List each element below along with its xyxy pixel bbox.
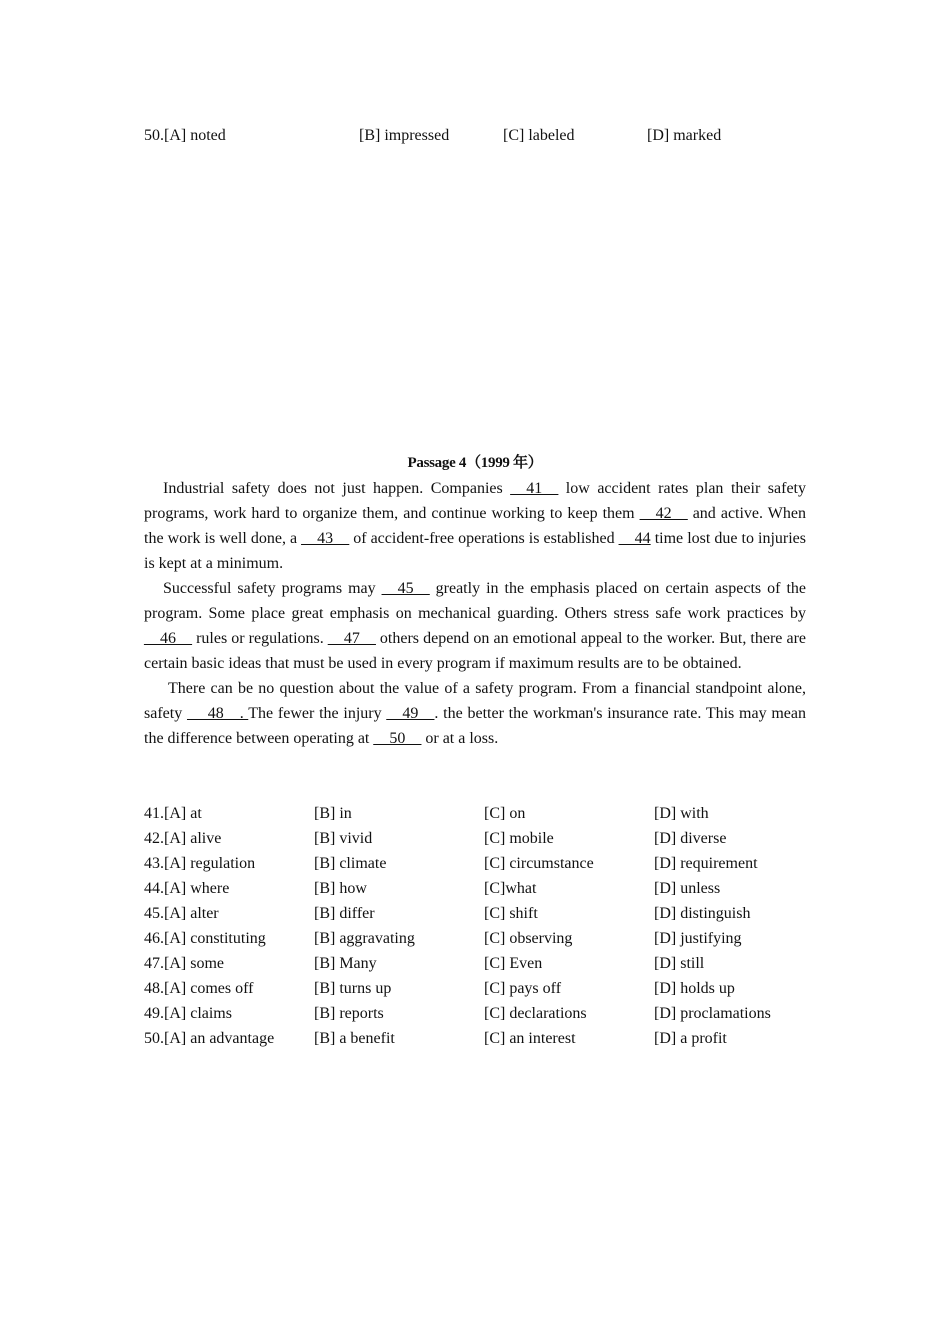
option-b: [B] aggravating <box>314 930 415 947</box>
blank-42: __42__ <box>639 505 688 522</box>
passage-title: Passage 4（1999 年） <box>407 455 543 471</box>
text: time lost due to injuries is kept at a minimum. <box>144 530 806 572</box>
option-row <box>144 901 806 926</box>
option-b: [B] Many <box>314 955 377 972</box>
text: . the better the workman's insurance rate. This may mean the difference between operating at <box>144 705 807 747</box>
blank-45: __45__ <box>381 580 430 597</box>
option-b: [B] a benefit <box>314 1030 395 1047</box>
text: rules or regulations. <box>192 630 328 647</box>
blank-44: __44 <box>618 530 651 547</box>
prev-question-number: 50. <box>144 127 164 144</box>
option-d: [D] distinguish <box>654 905 751 922</box>
option-b: [B] turns up <box>314 980 392 997</box>
blank-49: __49__ <box>386 705 435 722</box>
blank-41: __41__ <box>510 480 559 497</box>
option-row <box>144 926 806 951</box>
option-row <box>144 976 806 1001</box>
option-a: 43.[A] regulation <box>144 855 256 872</box>
option-b: [B] how <box>314 880 367 897</box>
option-c: [C] mobile <box>484 830 554 847</box>
option-c: [C] pays off <box>484 980 562 997</box>
option-row <box>144 1026 806 1051</box>
option-d: [D] with <box>654 805 709 822</box>
paragraph-2 <box>144 576 806 676</box>
option-row <box>144 876 806 901</box>
option-d: [D] proclamations <box>654 1005 771 1022</box>
option-a: 46.[A] constituting <box>144 930 266 947</box>
option-b: [B] differ <box>314 905 375 922</box>
prev-option-a <box>144 127 226 145</box>
text: of accident-free operations is established <box>349 530 619 547</box>
option-a: 47.[A] some <box>144 955 224 972</box>
option-d: [D] still <box>654 955 705 972</box>
option-c: [C] on <box>484 805 526 822</box>
option-row <box>144 1001 806 1026</box>
option-a: 49.[A] claims <box>144 1005 232 1022</box>
blank-48: __48__. <box>186 705 249 722</box>
blank-43: __43__ <box>301 530 350 547</box>
option-row <box>144 851 806 876</box>
passage-4 <box>144 451 806 751</box>
blank-46: __46__ <box>144 630 192 647</box>
option-d: [D] a profit <box>654 1030 727 1047</box>
option-b: [B] in <box>314 805 352 822</box>
paragraph-1 <box>144 476 806 576</box>
prev-option-d: [D] marked <box>647 127 722 144</box>
text: others depend on an emotional appeal to the worker. But, there are certain basic ideas that must be used in every program if maximum results are to be obtained. <box>144 630 806 672</box>
option-c: [C] circumstance <box>484 855 594 872</box>
option-row <box>144 951 806 976</box>
option-a: 42.[A] alive <box>144 830 222 847</box>
text: or at a loss. <box>421 730 499 747</box>
option-c: [C] an interest <box>484 1030 576 1047</box>
option-a: 41.[A] at <box>144 805 202 822</box>
text: Industrial safety does not just happen. Companies <box>163 480 511 497</box>
option-c: [C] declarations <box>484 1005 587 1022</box>
option-a: 44.[A] where <box>144 880 230 897</box>
option-d: [D] unless <box>654 880 721 897</box>
text: The fewer the injury <box>248 705 387 722</box>
text: Successful safety programs may <box>163 580 382 597</box>
option-a: 50.[A] an advantage <box>144 1030 275 1047</box>
text: low accident rates plan their safety programs, work hard to organize them, and continue working to keep them <box>144 480 806 522</box>
text: There can be no question about the value of a safety program. From a financial standpoint alone, safety <box>144 680 806 722</box>
option-row <box>144 801 806 826</box>
paragraph-3 <box>144 676 806 751</box>
option-b: [B] reports <box>314 1005 384 1022</box>
option-b: [B] vivid <box>314 830 373 847</box>
prev-option-b: [B] impressed <box>359 127 450 144</box>
option-a: 45.[A] alter <box>144 905 219 922</box>
prev-option-c: [C] labeled <box>503 127 575 144</box>
option-c: [C] Even <box>484 955 543 972</box>
option-d: [D] diverse <box>654 830 727 847</box>
option-d: [D] justifying <box>654 930 742 947</box>
text: and active. When the work is well done, a <box>144 505 806 547</box>
option-b: [B] climate <box>314 855 387 872</box>
option-a: 48.[A] comes off <box>144 980 254 997</box>
option-c: [C] observing <box>484 930 573 947</box>
option-c: [C] shift <box>484 905 538 922</box>
answer-options <box>144 801 806 1051</box>
text: greatly in the emphasis placed on certain aspects of the program. Some place great emphasis on mechanical guarding. Others stress safe work practices by <box>144 580 807 622</box>
prev-option-a-text: [A] noted <box>164 127 226 144</box>
option-row <box>144 826 806 851</box>
option-d: [D] holds up <box>654 980 735 997</box>
prev-question-50 <box>144 127 806 149</box>
option-d: [D] requirement <box>654 855 758 872</box>
blank-47: __47__ <box>327 630 376 647</box>
blank-50: __50__ <box>373 730 422 747</box>
option-c: [C]what <box>484 880 537 897</box>
